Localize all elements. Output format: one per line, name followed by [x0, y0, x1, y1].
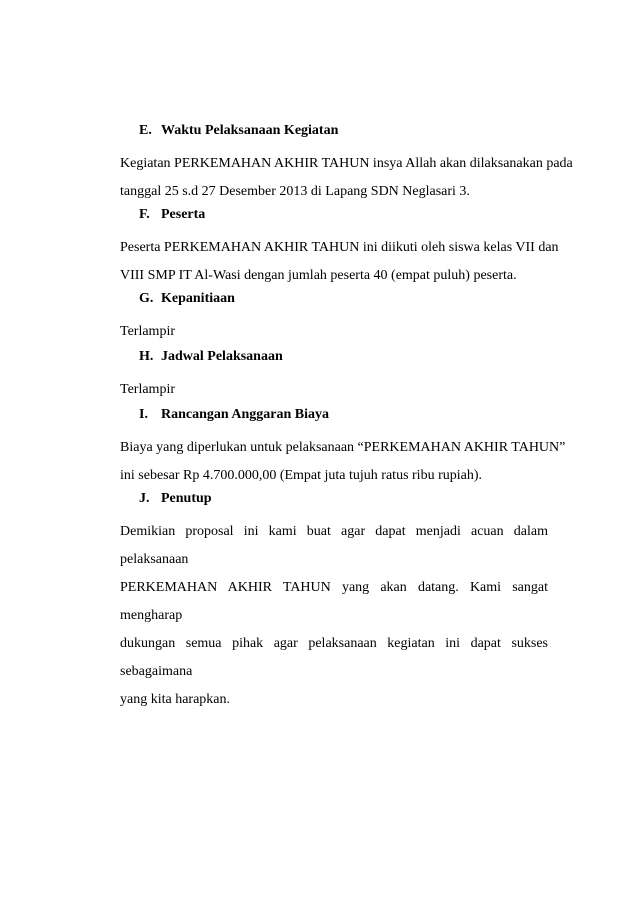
section-title: Kepanitiaan — [161, 291, 235, 306]
section-title: Penutup — [161, 491, 212, 506]
section-title: Rancangan Anggaran Biaya — [161, 407, 330, 422]
section-paragraph — [120, 150, 573, 206]
section-paragraph — [120, 518, 548, 714]
section-jadwal-pelaksanaan — [120, 348, 548, 404]
paragraph-line: VIII SMP IT Al-Wasi dengan jumlah peserta 40 (empat puluh) peserta. — [120, 268, 517, 283]
section-paragraph — [120, 234, 559, 290]
section-heading — [120, 348, 548, 366]
section-penutup — [120, 490, 548, 714]
paragraph-line: dukungan semua pihak agar pelaksanaan kegiatan ini dapat sukses sebagaimana — [120, 636, 548, 679]
section-letter: H. — [139, 349, 154, 364]
section-heading — [120, 206, 548, 224]
paragraph-line: Demikian proposal ini kami buat agar dapat menjadi acuan dalam pelaksanaan — [120, 524, 548, 567]
section-peserta — [120, 206, 559, 290]
section-title: Waktu Pelaksanaan Kegiatan — [161, 123, 339, 138]
section-heading — [120, 122, 548, 140]
section-heading — [120, 490, 548, 508]
paragraph-line: tanggal 25 s.d 27 Desember 2013 di Lapang SDN Neglasari 3. — [120, 184, 470, 199]
section-kepanitiaan — [120, 290, 548, 346]
paragraph-line: Biaya yang diperlukan untuk pelaksanaan “PERKEMAHAN AKHIR TAHUN” — [120, 440, 566, 455]
section-waktu-pelaksanaan — [120, 122, 573, 206]
section-letter: J. — [139, 491, 150, 506]
section-letter: I. — [139, 407, 148, 422]
paragraph-line: Peserta PERKEMAHAN AKHIR TAHUN ini diikuti oleh siswa kelas VII dan — [120, 240, 559, 255]
paragraph-line: Kegiatan PERKEMAHAN AKHIR TAHUN insya Allah akan dilaksanakan pada — [120, 156, 573, 171]
paragraph-line: yang kita harapkan. — [120, 692, 231, 707]
section-title: Jadwal Pelaksanaan — [161, 349, 283, 364]
section-letter: E. — [139, 123, 152, 138]
paragraph-line: PERKEMAHAN AKHIR TAHUN yang akan datang. Kami sangat mengharap — [120, 580, 548, 623]
section-heading — [120, 406, 548, 424]
paragraph-line: Terlampir — [120, 324, 175, 339]
paragraph-line: ini sebesar Rp 4.700.000,00 (Empat juta tujuh ratus ribu rupiah). — [120, 468, 482, 483]
section-rancangan-anggaran — [120, 406, 566, 490]
section-letter: F. — [139, 207, 150, 222]
section-paragraph — [120, 318, 548, 346]
section-heading — [120, 290, 548, 308]
section-paragraph — [120, 434, 566, 490]
section-letter: G. — [139, 291, 154, 306]
paragraph-line: Terlampir — [120, 382, 175, 397]
section-paragraph — [120, 376, 548, 404]
section-title: Peserta — [161, 207, 206, 222]
